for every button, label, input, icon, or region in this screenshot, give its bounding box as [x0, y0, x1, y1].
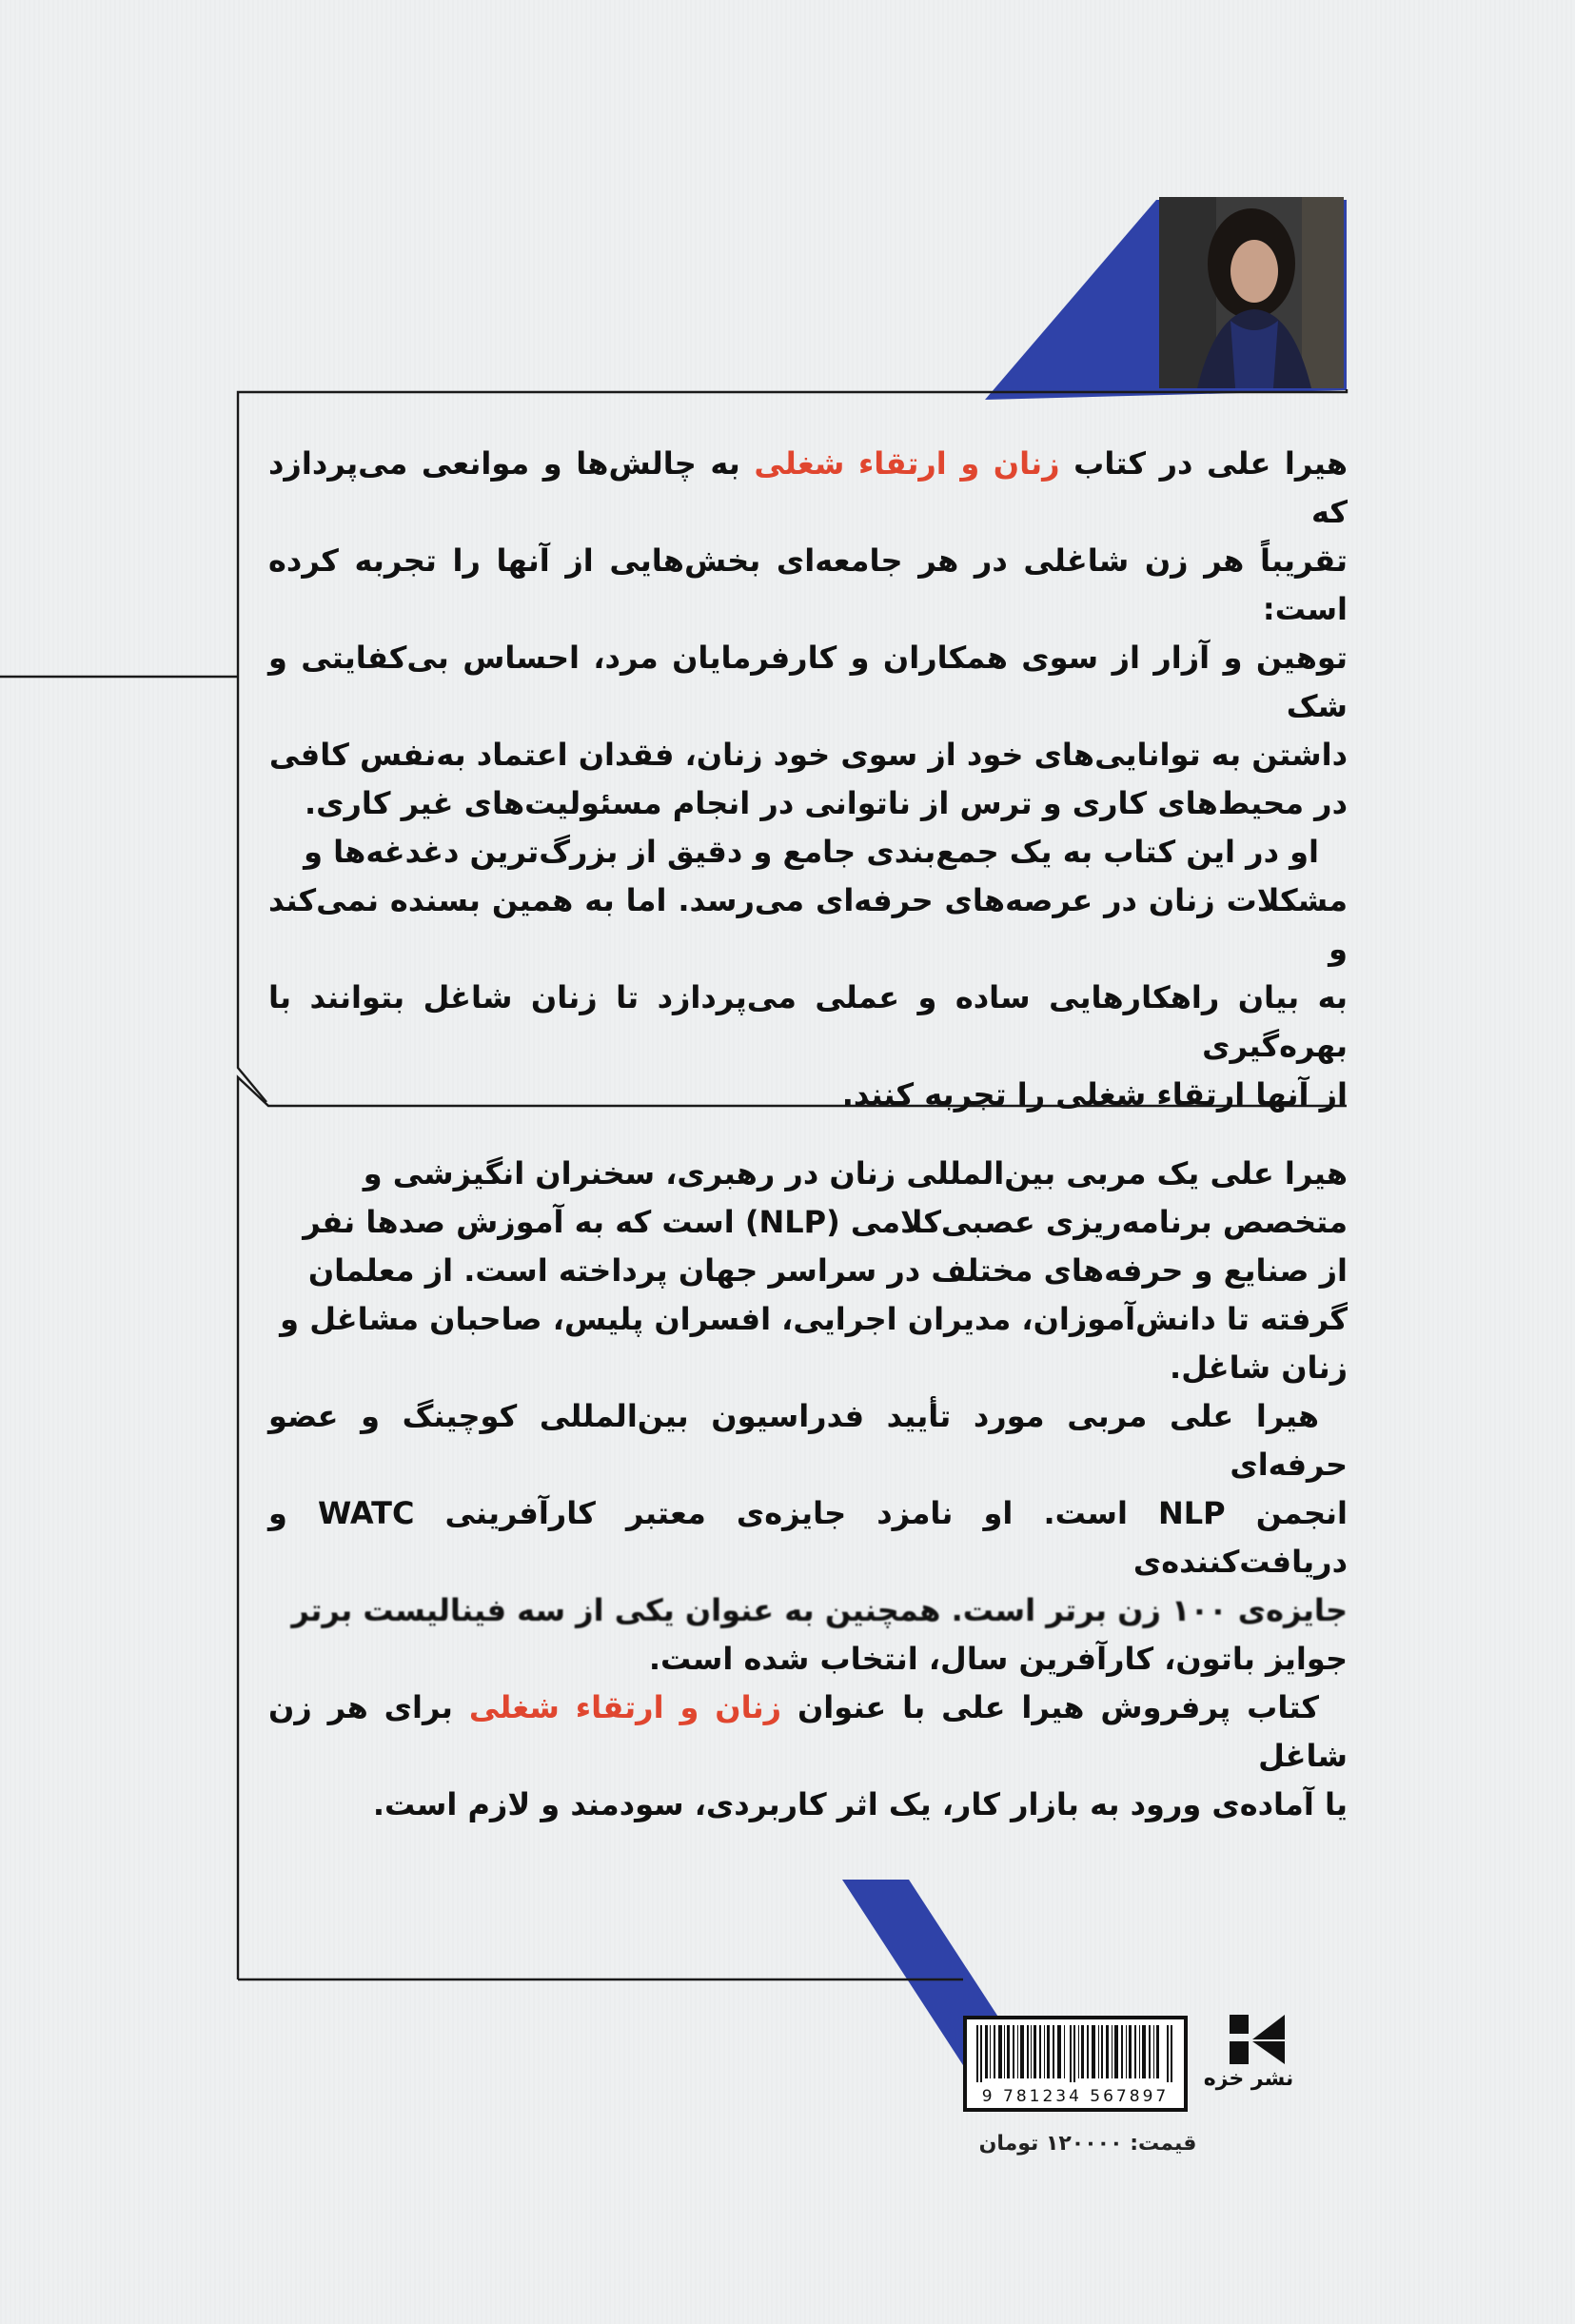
bio-line-6: هیرا علی مربی مورد تأیید فدراسیون بین‌المللی کوچینگ و عضو حرفه‌ای — [268, 1398, 1348, 1483]
bio-line-4: گرفته تا دانش‌آموزان، مدیران اجرایی، افسران پلیس، صاحبان مشاغل و — [280, 1301, 1348, 1337]
bio-line-5: زنان شاغل. — [1170, 1349, 1348, 1386]
publisher-name: نشر خزه — [1203, 2067, 1294, 2091]
barcode-bars — [975, 2025, 1176, 2082]
desc-line-4: داشتن به توانایی‌های خود از سوی خود زنان، فقدان اعتماد به‌نفس کافی — [268, 737, 1348, 773]
bio-line-7: انجمن NLP است. او نامزد جایزه‌ی معتبر کارآفرینی WATC و دریافت‌کننده‌ی — [268, 1495, 1349, 1580]
bio-line-9: جوایز باتون، کارآفرین سال، انتخاب شده است. — [648, 1641, 1348, 1677]
desc-line-3: توهین و آزار از سوی همکاران و کارفرمایان مرد، احساس بی‌کفایتی و شک — [268, 640, 1348, 724]
bio-line-2: متخصص برنامه‌ریزی عصبی‌کلامی (NLP) است که به آموزش صدها نفر — [303, 1204, 1348, 1240]
book-title-highlight-2: زنان و ارتقاء شغلی — [468, 1689, 782, 1725]
bio-line-3: از صنایع و حرفه‌های مختلف در سراسر جهان پرداخته است. از معلمان — [307, 1252, 1348, 1289]
desc-line-8: به بیان راهکارهایی ساده و عملی می‌پردازد تا زنان شاغل بتوانند با بهره‌گیری — [268, 979, 1348, 1064]
description-block — [268, 440, 1348, 1119]
author-bio-block — [268, 1150, 1348, 1829]
barcode-number: 9 781234 567897 — [981, 2087, 1170, 2106]
description-paragraph-2 — [268, 828, 1348, 1119]
barcode — [963, 2016, 1188, 2112]
description-paragraph-1 — [268, 440, 1348, 828]
desc-line-2: تقریباً هر زن شاغلی در هر جامعه‌ای بخش‌هایی از آنها را تجربه کرده است: — [268, 542, 1348, 627]
bio-line-1: هیرا علی یک مربی بین‌المللی زنان در رهبری، سخنران انگیزشی و — [363, 1155, 1348, 1192]
bio-line-8: جایزه‌ی ۱۰۰ زن برتر است. همچنین به عنوان یکی از سه فینالیست برتر — [291, 1592, 1348, 1628]
desc-line-6: او در این کتاب به یک جمع‌بندی جامع و دقیق از بزرگ‌ترین دغدغه‌ها و — [304, 834, 1319, 870]
desc-line-1: هیرا علی در کتاب زنان و ارتقاء شغلی به چالش‌ها و موانعی می‌پردازد که — [268, 445, 1349, 530]
bio-paragraph-3 — [268, 1684, 1348, 1829]
bio-line-11: یا آماده‌ی ورود به بازار کار، یک اثر کاربردی، سودمند و لازم است. — [372, 1786, 1348, 1822]
bio-paragraph-1 — [268, 1150, 1348, 1392]
desc-line-5: در محیط‌های کاری و ترس از ناتوانی در انجام مسئولیت‌های غیر کاری. — [304, 785, 1348, 821]
publisher-logo-icon — [1228, 2013, 1287, 2066]
bio-line-10: کتاب پرفروش هیرا علی با عنوان زنان و ارتقاء شغلی برای هر زن شاغل — [268, 1689, 1348, 1774]
bio-paragraph-2 — [268, 1392, 1348, 1684]
price-label: قیمت: ۱۲۰۰۰۰ تومان — [978, 2132, 1197, 2156]
desc-line-9: از آنها ارتقاء شغلی را تجربه کنند. — [841, 1076, 1348, 1113]
book-title-highlight: زنان و ارتقاء شغلی — [754, 445, 1060, 482]
desc-line-7: مشکلات زنان در عرصه‌های حرفه‌ای می‌رسد. اما به همین بسنده نمی‌کند و — [268, 882, 1348, 967]
